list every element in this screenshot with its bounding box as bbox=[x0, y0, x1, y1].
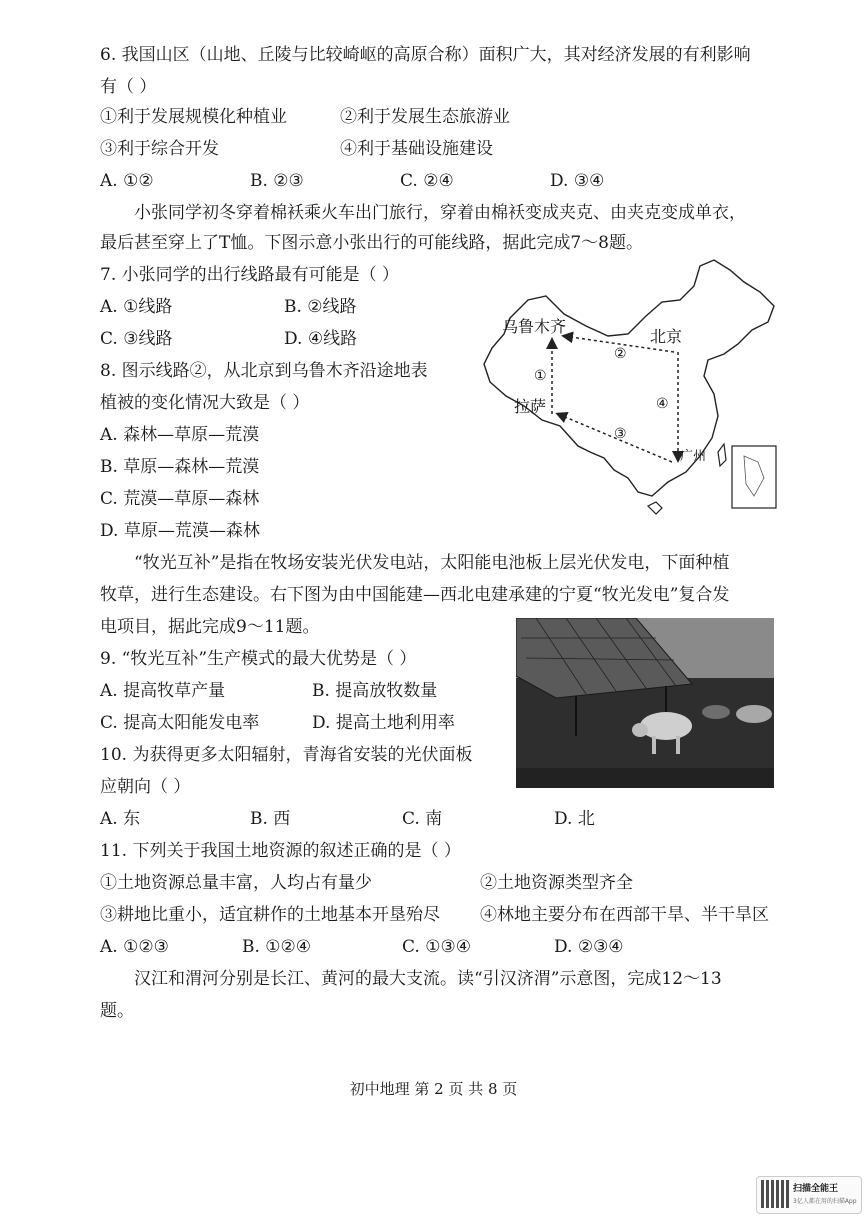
label-lhasa: 拉萨 bbox=[514, 397, 547, 416]
intro-9-11-line3: 电项目，据此完成9～11题。 bbox=[100, 617, 320, 637]
q6-option-a: A. ①② bbox=[100, 171, 154, 191]
label-beijing: 北京 bbox=[650, 327, 683, 346]
cow bbox=[640, 712, 692, 740]
q6-option-c: C. ②④ bbox=[400, 171, 454, 191]
south-sea-inset bbox=[732, 446, 776, 508]
q11-option-a: A. ①②③ bbox=[100, 937, 169, 957]
q9-option-d: D. 提高土地利用率 bbox=[312, 713, 455, 733]
label-urumqi: 乌鲁木齐 bbox=[502, 317, 567, 336]
intro-7-8-line1: 小张同学初冬穿着棉袄乘火车出门旅行，穿着由棉袄变成夹克、由夹克变成单衣， bbox=[134, 203, 746, 223]
q11-statement-3: ③耕地比重小，适宜耕作的土地基本开垦殆尽 bbox=[100, 905, 440, 925]
q9-option-c: C. 提高太阳能发电率 bbox=[100, 713, 260, 733]
q10-option-c: C. 南 bbox=[402, 809, 443, 829]
q8-stem-line1: 8. 图示线路②，从北京到乌鲁木齐沿途地表 bbox=[100, 361, 428, 381]
pasture-solar-photo bbox=[516, 618, 774, 788]
label-route-4: ④ bbox=[656, 396, 669, 412]
q8-option-d: D. 草原—荒漠—森林 bbox=[100, 521, 260, 541]
q6-statement-3: ③利于综合开发 bbox=[100, 139, 219, 159]
q6-option-b: B. ②③ bbox=[250, 171, 304, 191]
q8-option-c: C. 荒漠—草原—森林 bbox=[100, 489, 260, 509]
label-route-2: ② bbox=[614, 346, 627, 362]
q9-option-a: A. 提高牧草产量 bbox=[100, 681, 226, 701]
q11-statement-4: ④林地主要分布在西部干旱、半干旱区 bbox=[480, 905, 769, 925]
q7-option-d: D. ④线路 bbox=[284, 329, 358, 349]
page-footer: 初中地理 第 2 页 共 8 页 bbox=[349, 1080, 518, 1098]
q11-statement-2: ②土地资源类型齐全 bbox=[480, 873, 633, 893]
q11-option-d: D. ②③④ bbox=[554, 937, 624, 957]
q8-stem-line2: 植被的变化情况大致是（ ） bbox=[100, 393, 310, 413]
q7-option-a: A. ①线路 bbox=[100, 297, 173, 317]
q11-statement-1: ①土地资源总量丰富，人均占有量少 bbox=[100, 873, 372, 893]
q6-option-d: D. ③④ bbox=[550, 171, 605, 191]
q6-statement-2: ②利于发展生态旅游业 bbox=[340, 107, 510, 127]
taiwan-island bbox=[718, 444, 726, 466]
q9-stem: 9. “牧光互补”生产模式的最大优势是（ ） bbox=[100, 649, 417, 669]
label-route-1: ① bbox=[534, 368, 547, 384]
intro-9-11-line1: “牧光互补”是指在牧场安装光伏发电站，太阳能电池板上层光伏发电，下面种植 bbox=[134, 553, 730, 573]
q10-option-b: B. 西 bbox=[250, 809, 291, 829]
q10-option-d: D. 北 bbox=[554, 809, 595, 829]
intro-12-13-line1: 汉江和渭河分别是长江、黄河的最大支流。读“引汉济渭”示意图，完成12～13 bbox=[134, 969, 722, 989]
q7-stem: 7. 小张同学的出行线路最有可能是（ ） bbox=[100, 265, 400, 285]
q7-option-b: B. ②线路 bbox=[284, 297, 357, 317]
q11-option-c: C. ①③④ bbox=[402, 937, 471, 957]
q11-stem: 11. 下列关于我国土地资源的叙述正确的是（ ） bbox=[100, 841, 461, 861]
china-route-map bbox=[468, 256, 786, 518]
q11-option-b: B. ①②④ bbox=[242, 937, 312, 957]
q6-stem-line2: 有（ ） bbox=[100, 77, 157, 97]
intro-9-11-line2: 牧草，进行生态建设。右下图为由中国能建—西北电建承建的宁夏“牧光发电”复合发 bbox=[100, 585, 730, 605]
qr-code-icon bbox=[761, 1180, 789, 1208]
q6-statement-4: ④利于基础设施建设 bbox=[340, 139, 493, 159]
intro-12-13-line2: 题。 bbox=[100, 1001, 134, 1021]
q6-stem-line1: 6. 我国山区（山地、丘陵与比较崎岖的高原合称）面积广大，其对经济发展的有利影响 bbox=[100, 45, 751, 65]
label-guangzhou: 广州 bbox=[680, 449, 707, 464]
q10-option-a: A. 东 bbox=[100, 809, 141, 829]
watermark-subtitle: 3亿人都在用的扫描App bbox=[793, 1198, 857, 1205]
q8-option-b: B. 草原—森林—荒漠 bbox=[100, 457, 260, 477]
q8-option-a: A. 森林—草原—荒漠 bbox=[100, 425, 260, 445]
q9-option-b: B. 提高放牧数量 bbox=[312, 681, 438, 701]
q6-statement-1: ①利于发展规模化种植业 bbox=[100, 107, 287, 127]
intro-7-8-line2: 最后甚至穿上了T恤。下图示意小张出行的可能线路，据此完成7～8题。 bbox=[100, 233, 643, 253]
china-outline bbox=[484, 260, 774, 496]
hainan-island bbox=[648, 502, 662, 514]
q7-option-c: C. ③线路 bbox=[100, 329, 173, 349]
label-route-3: ③ bbox=[614, 426, 627, 442]
watermark-title: 扫描全能王 bbox=[793, 1184, 839, 1194]
q10-stem-line1: 10. 为获得更多太阳辐射，青海省安装的光伏面板 bbox=[100, 745, 473, 765]
scanner-watermark bbox=[756, 1176, 862, 1214]
q10-stem-line2: 应朝向（ ） bbox=[100, 777, 191, 797]
